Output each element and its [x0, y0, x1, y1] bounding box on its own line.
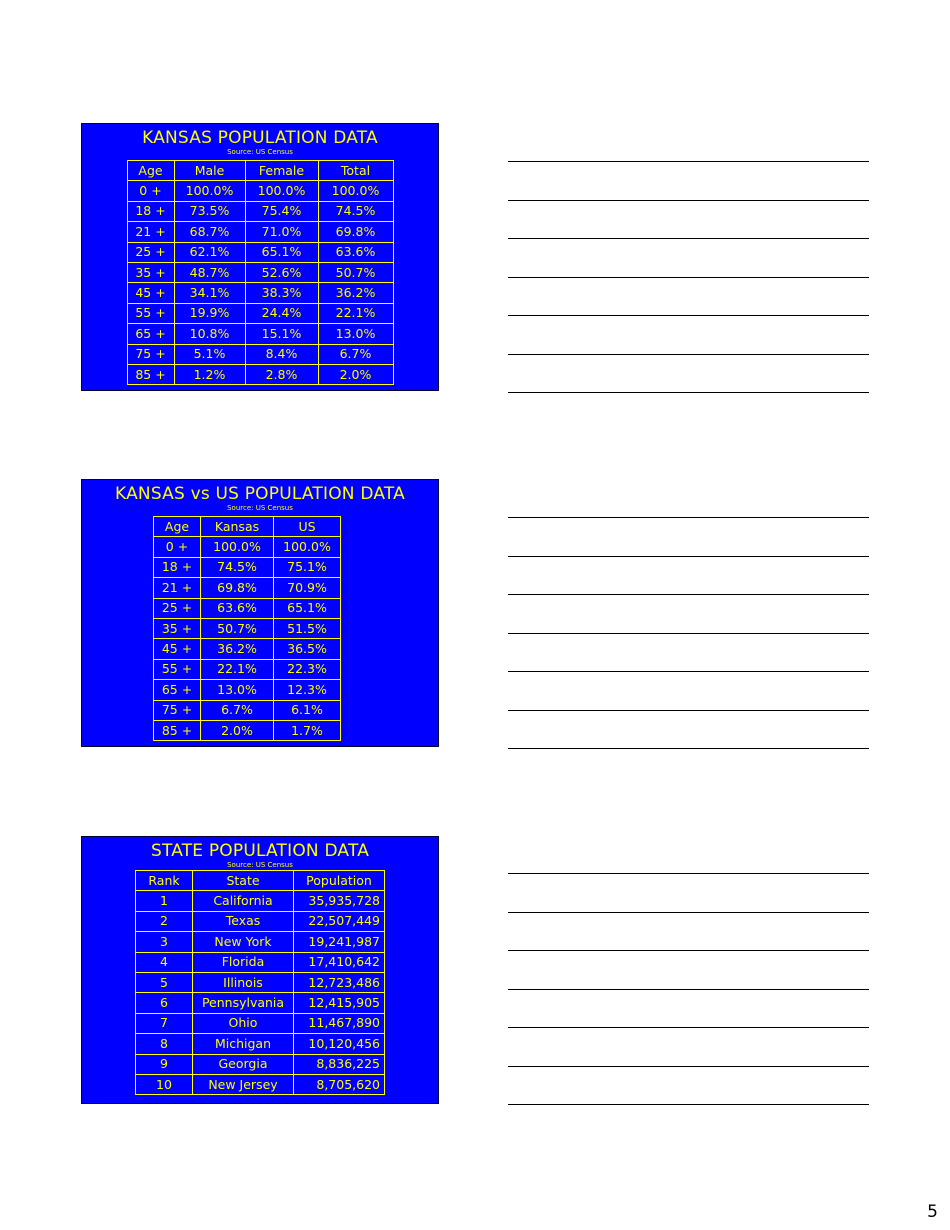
- table-cell: 1.7%: [274, 720, 341, 740]
- table-cell: 35 +: [154, 618, 201, 638]
- note-line: [508, 238, 869, 239]
- table-cell: 51.5%: [274, 618, 341, 638]
- slide-kansas-population: [81, 123, 439, 391]
- table-cell: 100.0%: [201, 537, 274, 557]
- table-cell: 100.0%: [274, 537, 341, 557]
- table-cell: 22,507,449: [294, 911, 385, 931]
- table-cell: 55 +: [154, 659, 201, 679]
- table-row: [136, 1034, 385, 1054]
- column-header: Female: [245, 161, 318, 181]
- table-cell: 12.3%: [274, 680, 341, 700]
- note-line: [508, 633, 869, 634]
- table-cell: 9: [136, 1054, 193, 1074]
- table-cell: 74.5%: [318, 201, 393, 221]
- table-cell: Pennsylvania: [193, 993, 294, 1013]
- table-cell: 65.1%: [245, 242, 318, 262]
- table-cell: 75 +: [127, 344, 174, 364]
- table-row: [136, 972, 385, 992]
- table-cell: 75 +: [154, 700, 201, 720]
- table-cell: 22.1%: [318, 303, 393, 323]
- column-header: State: [193, 871, 294, 891]
- table-header-row: [127, 161, 393, 181]
- slide-title: KANSAS POPULATION DATA: [142, 128, 378, 148]
- column-header: Rank: [136, 871, 193, 891]
- table-cell: 48.7%: [174, 262, 245, 282]
- table-header-row: [136, 871, 385, 891]
- table-cell: 55 +: [127, 303, 174, 323]
- column-header: Male: [174, 161, 245, 181]
- table-cell: 71.0%: [245, 222, 318, 242]
- table-cell: 50.7%: [201, 618, 274, 638]
- note-line: [508, 315, 869, 316]
- note-line: [508, 200, 869, 201]
- table-cell: 65 +: [154, 680, 201, 700]
- table-row: [127, 364, 393, 384]
- table-cell: 5.1%: [174, 344, 245, 364]
- table-row: [136, 1074, 385, 1094]
- note-line: [508, 748, 869, 749]
- table-cell: 13.0%: [318, 324, 393, 344]
- table-row: [127, 222, 393, 242]
- table-cell: 2.0%: [318, 364, 393, 384]
- table-cell: 12,723,486: [294, 972, 385, 992]
- table-cell: 10.8%: [174, 324, 245, 344]
- table-cell: 2.8%: [245, 364, 318, 384]
- table-cell: 0 +: [127, 181, 174, 201]
- table-cell: 1.2%: [174, 364, 245, 384]
- slide-title: KANSAS vs US POPULATION DATA: [115, 484, 405, 504]
- table-cell: Ohio: [193, 1013, 294, 1033]
- note-line: [508, 989, 869, 990]
- table-cell: 18 +: [127, 201, 174, 221]
- table-cell: 45 +: [127, 283, 174, 303]
- note-line: [508, 392, 869, 393]
- table-row: [154, 578, 341, 598]
- table-cell: 69.8%: [201, 578, 274, 598]
- table-cell: 100.0%: [318, 181, 393, 201]
- table-row: [136, 891, 385, 911]
- table-cell: New Jersey: [193, 1074, 294, 1094]
- table-cell: 35 +: [127, 262, 174, 282]
- table-row: [127, 262, 393, 282]
- table-cell: 36.2%: [318, 283, 393, 303]
- table-cell: 21 +: [154, 578, 201, 598]
- table-cell: 0 +: [154, 537, 201, 557]
- note-line: [508, 594, 869, 595]
- table-cell: Georgia: [193, 1054, 294, 1074]
- table-cell: Michigan: [193, 1034, 294, 1054]
- table-cell: 24.4%: [245, 303, 318, 323]
- table-cell: New York: [193, 932, 294, 952]
- table-cell: 12,415,905: [294, 993, 385, 1013]
- table-cell: 10,120,456: [294, 1034, 385, 1054]
- table-row: [154, 557, 341, 577]
- table-cell: 65 +: [127, 324, 174, 344]
- table-row: [127, 242, 393, 262]
- table-cell: 21 +: [127, 222, 174, 242]
- slide-state-population: [81, 836, 439, 1104]
- slide-title: STATE POPULATION DATA: [150, 841, 370, 861]
- table-cell: 75.4%: [245, 201, 318, 221]
- table-row: [154, 537, 341, 557]
- table-cell: 63.6%: [318, 242, 393, 262]
- table-row: [127, 344, 393, 364]
- table-row: [136, 1054, 385, 1074]
- table-cell: Florida: [193, 952, 294, 972]
- table-cell: 22.3%: [274, 659, 341, 679]
- table-cell: 69.8%: [318, 222, 393, 242]
- note-line: [508, 950, 869, 951]
- table-cell: 10: [136, 1074, 193, 1094]
- note-line: [508, 671, 869, 672]
- note-line: [508, 710, 869, 711]
- table-cell: 17,410,642: [294, 952, 385, 972]
- table-row: [154, 659, 341, 679]
- slide-kansas-vs-us: [81, 479, 439, 747]
- table-cell: 65.1%: [274, 598, 341, 618]
- table-cell: Texas: [193, 911, 294, 931]
- table-row: [136, 932, 385, 952]
- table-cell: 70.9%: [274, 578, 341, 598]
- table-cell: 36.2%: [201, 639, 274, 659]
- table-cell: 36.5%: [274, 639, 341, 659]
- table-cell: Illinois: [193, 972, 294, 992]
- table-cell: 45 +: [154, 639, 201, 659]
- note-line: [508, 1104, 869, 1105]
- page-number: 5: [927, 1202, 938, 1222]
- note-line: [508, 556, 869, 557]
- column-header: Age: [154, 517, 201, 537]
- table-cell: 74.5%: [201, 557, 274, 577]
- slide-source: Source: US Census: [227, 861, 293, 869]
- table-row: [136, 993, 385, 1013]
- table-cell: 2: [136, 911, 193, 931]
- table-cell: 8.4%: [245, 344, 318, 364]
- table-cell: 100.0%: [245, 181, 318, 201]
- table-cell: 1: [136, 891, 193, 911]
- table-cell: 62.1%: [174, 242, 245, 262]
- note-line: [508, 161, 869, 162]
- table-row: [154, 680, 341, 700]
- table-cell: 73.5%: [174, 201, 245, 221]
- table-row: [127, 283, 393, 303]
- table-cell: 68.7%: [174, 222, 245, 242]
- note-line: [508, 1066, 869, 1067]
- table-cell: 2.0%: [201, 720, 274, 740]
- kansas-vs-us-table: [153, 516, 341, 741]
- table-cell: 100.0%: [174, 181, 245, 201]
- table-row: [154, 618, 341, 638]
- table-cell: 85 +: [127, 364, 174, 384]
- kansas-population-table: [127, 160, 394, 385]
- table-cell: 4: [136, 952, 193, 972]
- table-cell: 85 +: [154, 720, 201, 740]
- table-row: [154, 598, 341, 618]
- table-cell: 6.7%: [318, 344, 393, 364]
- table-cell: 11,467,890: [294, 1013, 385, 1033]
- table-cell: 3: [136, 932, 193, 952]
- note-line: [508, 1027, 869, 1028]
- column-header: Population: [294, 871, 385, 891]
- table-cell: 19.9%: [174, 303, 245, 323]
- table-cell: 6.7%: [201, 700, 274, 720]
- table-cell: 6.1%: [274, 700, 341, 720]
- table-cell: 50.7%: [318, 262, 393, 282]
- table-cell: 63.6%: [201, 598, 274, 618]
- table-cell: 7: [136, 1013, 193, 1033]
- table-cell: 19,241,987: [294, 932, 385, 952]
- column-header: Kansas: [201, 517, 274, 537]
- table-row: [136, 911, 385, 931]
- table-cell: 35,935,728: [294, 891, 385, 911]
- table-cell: 13.0%: [201, 680, 274, 700]
- slide-source: Source: US Census: [227, 504, 293, 512]
- table-cell: 6: [136, 993, 193, 1013]
- column-header: US: [274, 517, 341, 537]
- table-row: [154, 700, 341, 720]
- table-cell: 22.1%: [201, 659, 274, 679]
- table-cell: 34.1%: [174, 283, 245, 303]
- table-cell: 5: [136, 972, 193, 992]
- table-row: [154, 720, 341, 740]
- table-cell: 18 +: [154, 557, 201, 577]
- table-row: [127, 201, 393, 221]
- note-line: [508, 517, 869, 518]
- table-row: [127, 324, 393, 344]
- state-population-table: [135, 870, 385, 1095]
- note-line: [508, 277, 869, 278]
- table-cell: 8,836,225: [294, 1054, 385, 1074]
- column-header: Age: [127, 161, 174, 181]
- note-line: [508, 354, 869, 355]
- table-row: [154, 639, 341, 659]
- table-cell: 38.3%: [245, 283, 318, 303]
- table-cell: 25 +: [127, 242, 174, 262]
- table-header-row: [154, 517, 341, 537]
- table-row: [127, 303, 393, 323]
- table-cell: 15.1%: [245, 324, 318, 344]
- table-cell: California: [193, 891, 294, 911]
- column-header: Total: [318, 161, 393, 181]
- slide-source: Source: US Census: [227, 148, 293, 156]
- table-row: [136, 952, 385, 972]
- table-cell: 25 +: [154, 598, 201, 618]
- table-row: [127, 181, 393, 201]
- table-cell: 52.6%: [245, 262, 318, 282]
- note-line: [508, 912, 869, 913]
- note-line: [508, 873, 869, 874]
- table-cell: 8: [136, 1034, 193, 1054]
- table-cell: 8,705,620: [294, 1074, 385, 1094]
- table-cell: 75.1%: [274, 557, 341, 577]
- table-row: [136, 1013, 385, 1033]
